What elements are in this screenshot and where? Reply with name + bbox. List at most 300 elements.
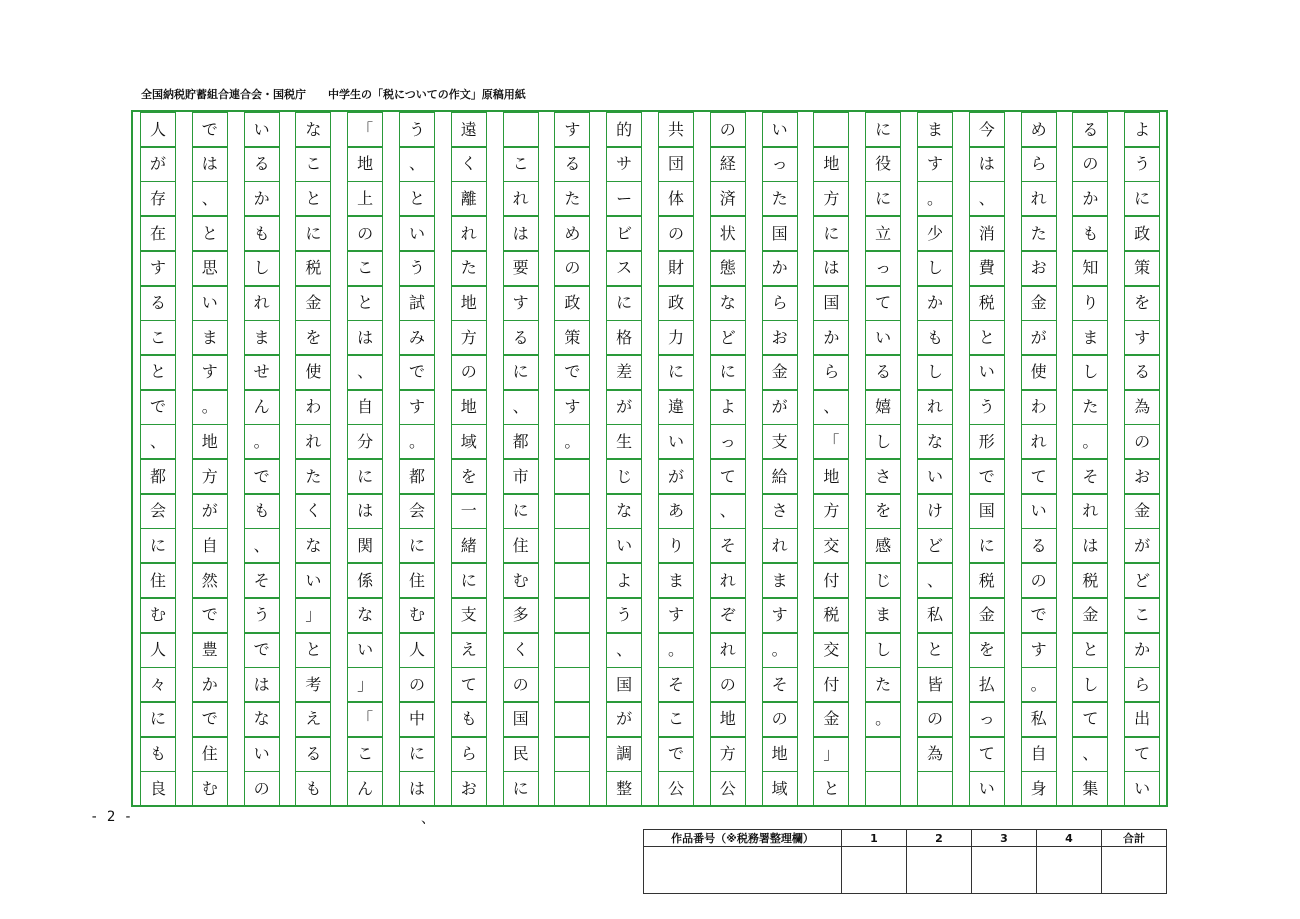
manuscript-cell: 。 (917, 181, 953, 216)
manuscript-cell: が (1124, 528, 1160, 563)
stray-mark: 、 (421, 811, 435, 827)
manuscript-cell: ま (192, 320, 228, 355)
tally-entry-1[interactable] (842, 847, 907, 894)
manuscript-cell: こ (658, 702, 694, 737)
manuscript-cell: か (1072, 181, 1108, 216)
manuscript-cell: う (969, 390, 1005, 425)
manuscript-cell: よ (710, 390, 746, 425)
manuscript-cell: が (192, 494, 228, 529)
manuscript-cell: 、 (399, 147, 435, 182)
manuscript-cell: は (244, 667, 280, 702)
manuscript-cell: も (140, 737, 176, 772)
manuscript-cell (554, 667, 590, 702)
manuscript-cell: も (1072, 216, 1108, 251)
manuscript-cell: わ (295, 390, 331, 425)
manuscript-cell: が (606, 702, 642, 737)
manuscript-cell: 、 (140, 424, 176, 459)
manuscript-cell: 済 (710, 181, 746, 216)
manuscript-cell: に (295, 216, 331, 251)
manuscript-cell: も (295, 771, 331, 806)
manuscript-cell: 自 (347, 390, 383, 425)
manuscript-cell: う (606, 598, 642, 633)
manuscript-cell: て (710, 459, 746, 494)
manuscript-cell: の (762, 702, 798, 737)
manuscript-cell: に (865, 112, 901, 147)
manuscript-cell: で (1021, 598, 1057, 633)
manuscript-cell: る (295, 737, 331, 772)
manuscript-cell: 思 (192, 251, 228, 286)
tally-col-total: 合計 (1102, 830, 1167, 847)
manuscript-cell: す (140, 251, 176, 286)
manuscript-cell: す (917, 147, 953, 182)
manuscript-cell: こ (295, 147, 331, 182)
manuscript-cell: に (606, 286, 642, 321)
manuscript-cell: て (865, 286, 901, 321)
manuscript-cell: ま (1072, 320, 1108, 355)
manuscript-cell: 方 (813, 181, 849, 216)
manuscript-cell: 交 (813, 633, 849, 668)
tally-entry-row (644, 847, 1167, 894)
manuscript-cell (554, 528, 590, 563)
manuscript-cell: め (554, 216, 590, 251)
manuscript-cell: に (813, 216, 849, 251)
manuscript-cell: 税 (969, 563, 1005, 598)
manuscript-cell: れ (762, 528, 798, 563)
manuscript-cell: 会 (140, 494, 176, 529)
manuscript-cell: は (1072, 528, 1108, 563)
manuscript-cell: 関 (347, 528, 383, 563)
manuscript-cell: の (710, 112, 746, 147)
manuscript-cell: 団 (658, 147, 694, 182)
manuscript-cell: 付 (813, 667, 849, 702)
manuscript-cell: 為 (1124, 390, 1160, 425)
manuscript-cell: を (865, 494, 901, 529)
tally-col-4: 4 (1037, 830, 1102, 847)
manuscript-cell: て (451, 667, 487, 702)
manuscript-cell: 市 (503, 459, 539, 494)
manuscript-cell: を (969, 633, 1005, 668)
manuscript-cell: 。 (865, 702, 901, 737)
manuscript-cell: で (658, 737, 694, 772)
manuscript-cell: 要 (503, 251, 539, 286)
manuscript-cell: 方 (451, 320, 487, 355)
manuscript-cell: 共 (658, 112, 694, 147)
manuscript-cell: 。 (192, 390, 228, 425)
manuscript-cell (554, 494, 590, 529)
manuscript-cell (554, 702, 590, 737)
manuscript-cell (813, 112, 849, 147)
manuscript-cell: は (399, 771, 435, 806)
manuscript-cell: ど (710, 320, 746, 355)
manuscript-cell: れ (1021, 424, 1057, 459)
manuscript-cell: む (503, 563, 539, 598)
manuscript-cell: 自 (1021, 737, 1057, 772)
manuscript-cell: そ (658, 667, 694, 702)
manuscript-cell: 住 (140, 563, 176, 598)
manuscript-cell: い (1124, 771, 1160, 806)
manuscript-cell: 形 (969, 424, 1005, 459)
tally-table (643, 829, 1167, 894)
manuscript-cell: の (399, 667, 435, 702)
manuscript-cell: お (762, 320, 798, 355)
manuscript-cell: し (917, 251, 953, 286)
manuscript-cell: こ (347, 737, 383, 772)
manuscript-cell: 支 (762, 424, 798, 459)
manuscript-cell: す (399, 390, 435, 425)
manuscript-cell: ら (1124, 667, 1160, 702)
manuscript-cell: 国 (762, 216, 798, 251)
manuscript-cell: 支 (451, 598, 487, 633)
manuscript-cell: 係 (347, 563, 383, 598)
manuscript-cell: れ (451, 216, 487, 251)
manuscript-cell: 国 (969, 494, 1005, 529)
manuscript-cell: 金 (1124, 494, 1160, 529)
manuscript-cell: に (658, 355, 694, 390)
manuscript-cell: こ (1124, 598, 1160, 633)
manuscript-cell: す (554, 390, 590, 425)
manuscript-cell: 、 (1072, 737, 1108, 772)
manuscript-cell: れ (503, 181, 539, 216)
manuscript-cell: よ (606, 563, 642, 598)
manuscript-cell: れ (244, 286, 280, 321)
manuscript-cell: そ (710, 528, 746, 563)
manuscript-cell: の (1072, 147, 1108, 182)
manuscript-cell: に (865, 181, 901, 216)
manuscript-cell: 人 (399, 633, 435, 668)
manuscript-cell: 都 (399, 459, 435, 494)
manuscript-cell: て (1072, 702, 1108, 737)
manuscript-cell: は (813, 251, 849, 286)
manuscript-cell: の (710, 667, 746, 702)
manuscript-cell: か (917, 286, 953, 321)
manuscript-cell: い (917, 459, 953, 494)
manuscript-cell: れ (710, 563, 746, 598)
manuscript-cell: が (606, 390, 642, 425)
header-form-title: 中学生の「税についての作文」原稿用紙 (328, 88, 526, 101)
manuscript-cell: 地 (762, 737, 798, 772)
manuscript-cell: い (192, 286, 228, 321)
manuscript-cell: 皆 (917, 667, 953, 702)
manuscript-cell: 格 (606, 320, 642, 355)
manuscript-cell: 。 (658, 633, 694, 668)
manuscript-cell: 。 (762, 633, 798, 668)
manuscript-cell: は (347, 320, 383, 355)
manuscript-cell: け (917, 494, 953, 529)
manuscript-cell: で (969, 459, 1005, 494)
manuscript-cell: 金 (1021, 286, 1057, 321)
manuscript-cell: 自 (192, 528, 228, 563)
manuscript-cell: い (762, 112, 798, 147)
manuscript-cell: が (1021, 320, 1057, 355)
manuscript-cell: ス (606, 251, 642, 286)
manuscript-cell: 」 (295, 598, 331, 633)
manuscript-grid (131, 110, 1168, 807)
manuscript-cell: お (451, 771, 487, 806)
manuscript-cell: え (295, 702, 331, 737)
manuscript-cell: 然 (192, 563, 228, 598)
manuscript-cell: っ (865, 251, 901, 286)
manuscript-cell: か (813, 320, 849, 355)
manuscript-cell: に (347, 459, 383, 494)
manuscript-cell: 的 (606, 112, 642, 147)
manuscript-cell: も (917, 320, 953, 355)
manuscript-cell: で (140, 390, 176, 425)
manuscript-cell: す (554, 112, 590, 147)
manuscript-cell: い (865, 320, 901, 355)
manuscript-cell: 交 (813, 528, 849, 563)
manuscript-cell: 差 (606, 355, 642, 390)
manuscript-cell: 態 (710, 251, 746, 286)
manuscript-cell: こ (347, 251, 383, 286)
manuscript-cell: 公 (710, 771, 746, 806)
manuscript-cell: 違 (658, 390, 694, 425)
tally-entry-label (644, 847, 842, 894)
manuscript-cell: め (1021, 112, 1057, 147)
manuscript-cell: ら (762, 286, 798, 321)
manuscript-cell: す (1021, 633, 1057, 668)
manuscript-cell: と (295, 633, 331, 668)
manuscript-cell: 。 (1021, 667, 1057, 702)
manuscript-cell: と (347, 286, 383, 321)
manuscript-cell: が (140, 147, 176, 182)
tally-header-row (644, 830, 1167, 847)
manuscript-cell: 緒 (451, 528, 487, 563)
manuscript-cell: は (192, 147, 228, 182)
manuscript-cell: し (244, 251, 280, 286)
manuscript-cell (865, 737, 901, 772)
manuscript-cell: 、 (710, 494, 746, 529)
manuscript-cell: む (399, 598, 435, 633)
manuscript-cell: と (192, 216, 228, 251)
manuscript-cell: う (1124, 147, 1160, 182)
manuscript-cell: い (1021, 494, 1057, 529)
manuscript-cell: 地 (813, 147, 849, 182)
manuscript-cell: の (244, 771, 280, 806)
manuscript-cell: し (1072, 355, 1108, 390)
manuscript-cell: 体 (658, 181, 694, 216)
manuscript-cell: の (347, 216, 383, 251)
manuscript-cell: と (969, 320, 1005, 355)
manuscript-cell: ぞ (710, 598, 746, 633)
manuscript-cell: 感 (865, 528, 901, 563)
manuscript-cell: か (1124, 633, 1160, 668)
manuscript-cell: っ (969, 702, 1005, 737)
manuscript-cell: 地 (710, 702, 746, 737)
manuscript-cell: ん (244, 390, 280, 425)
manuscript-cell: 、 (503, 390, 539, 425)
manuscript-cell: 人 (140, 633, 176, 668)
manuscript-cell: お (1124, 459, 1160, 494)
manuscript-cell: く (503, 633, 539, 668)
manuscript-cell: て (1021, 459, 1057, 494)
manuscript-cell: な (347, 598, 383, 633)
form-header (141, 86, 526, 102)
manuscript-cell: に (1124, 181, 1160, 216)
manuscript-cell: な (917, 424, 953, 459)
manuscript-cell: 金 (969, 598, 1005, 633)
manuscript-cell: に (503, 355, 539, 390)
manuscript-cell: に (710, 355, 746, 390)
manuscript-cell: れ (1072, 494, 1108, 529)
manuscript-cell: 国 (813, 286, 849, 321)
manuscript-cell: じ (606, 459, 642, 494)
manuscript-cell: た (554, 181, 590, 216)
manuscript-cell: い (399, 216, 435, 251)
manuscript-cell: 域 (451, 424, 487, 459)
manuscript-cell: 」 (813, 737, 849, 772)
manuscript-cell: す (658, 598, 694, 633)
manuscript-cell: に (969, 528, 1005, 563)
manuscript-cell: 、 (244, 528, 280, 563)
manuscript-cell (917, 771, 953, 806)
manuscript-cell: 。 (554, 424, 590, 459)
manuscript-cell: る (1072, 112, 1108, 147)
manuscript-cell: 状 (710, 216, 746, 251)
manuscript-cell: 住 (192, 737, 228, 772)
manuscript-cell: に (503, 494, 539, 529)
manuscript-cell: 金 (813, 702, 849, 737)
manuscript-cell: で (192, 112, 228, 147)
manuscript-cell: と (813, 771, 849, 806)
manuscript-cell: 身 (1021, 771, 1057, 806)
manuscript-cell: 付 (813, 563, 849, 598)
tally-entry-4[interactable] (1037, 847, 1102, 894)
manuscript-cell (865, 771, 901, 806)
manuscript-cell: 。 (244, 424, 280, 459)
manuscript-cell: も (244, 216, 280, 251)
manuscript-cell: ビ (606, 216, 642, 251)
manuscript-cell: 国 (606, 667, 642, 702)
manuscript-cell: た (1021, 216, 1057, 251)
manuscript-cell: し (865, 424, 901, 459)
manuscript-cell: と (1072, 633, 1108, 668)
manuscript-cell: し (917, 355, 953, 390)
manuscript-cell: ど (1124, 563, 1160, 598)
manuscript-cell: も (244, 494, 280, 529)
manuscript-cell: る (1021, 528, 1057, 563)
manuscript-cell: た (1072, 390, 1108, 425)
manuscript-cell: て (1124, 737, 1160, 772)
manuscript-cell: 在 (140, 216, 176, 251)
tally-label: 作品番号（※税務署整理欄） (644, 830, 842, 847)
manuscript-cell: 域 (762, 771, 798, 806)
manuscript-cell: で (244, 633, 280, 668)
manuscript-cell: な (295, 528, 331, 563)
manuscript-cell: た (451, 251, 487, 286)
manuscript-cell: そ (244, 563, 280, 598)
manuscript-cell: 」 (347, 667, 383, 702)
manuscript-cell: 生 (606, 424, 642, 459)
manuscript-cell: ん (347, 771, 383, 806)
manuscript-cell (554, 598, 590, 633)
manuscript-cell: 住 (503, 528, 539, 563)
manuscript-cell: で (399, 355, 435, 390)
manuscript-cell: 都 (140, 459, 176, 494)
manuscript-cell: 払 (969, 667, 1005, 702)
manuscript-cell: る (503, 320, 539, 355)
tally-col-3: 3 (972, 830, 1037, 847)
manuscript-cell: 使 (295, 355, 331, 390)
manuscript-cell: 調 (606, 737, 642, 772)
manuscript-cell: れ (1021, 181, 1057, 216)
manuscript-cell: り (1072, 286, 1108, 321)
manuscript-cell: で (192, 702, 228, 737)
manuscript-cell: の (658, 216, 694, 251)
manuscript-cell (554, 563, 590, 598)
manuscript-cell: い (244, 737, 280, 772)
manuscript-cell: ま (762, 563, 798, 598)
manuscript-cell: み (399, 320, 435, 355)
tally-entry-3[interactable] (972, 847, 1037, 894)
manuscript-cell: い (244, 112, 280, 147)
manuscript-cell: 上 (347, 181, 383, 216)
manuscript-cell: 政 (554, 286, 590, 321)
manuscript-cell: 知 (1072, 251, 1108, 286)
manuscript-cell: す (192, 355, 228, 390)
manuscript-cell: ま (917, 112, 953, 147)
manuscript-cell: に (451, 563, 487, 598)
manuscript-cell: の (1124, 424, 1160, 459)
manuscript-cell: 地 (451, 390, 487, 425)
manuscript-cell: が (658, 459, 694, 494)
manuscript-cell: く (451, 147, 487, 182)
manuscript-cell: む (192, 771, 228, 806)
manuscript-cell: よ (1124, 112, 1160, 147)
manuscript-cell: 私 (1021, 702, 1057, 737)
manuscript-cell: う (244, 598, 280, 633)
manuscript-cell: る (1124, 355, 1160, 390)
manuscript-cell: 離 (451, 181, 487, 216)
manuscript-cell: こ (140, 320, 176, 355)
manuscript-cell: む (140, 598, 176, 633)
manuscript-cell: そ (762, 667, 798, 702)
manuscript-cell (554, 459, 590, 494)
tally-entry-total[interactable] (1102, 847, 1167, 894)
manuscript-cell: 出 (1124, 702, 1160, 737)
manuscript-cell: も (451, 702, 487, 737)
manuscript-cell: か (192, 667, 228, 702)
manuscript-cell: と (140, 355, 176, 390)
manuscript-cell: で (192, 598, 228, 633)
manuscript-cell: 、 (606, 633, 642, 668)
manuscript-cell: 金 (295, 286, 331, 321)
manuscript-cell: の (503, 667, 539, 702)
manuscript-cell: さ (762, 494, 798, 529)
manuscript-cell: い (295, 563, 331, 598)
tally-entry-2[interactable] (907, 847, 972, 894)
manuscript-cell (503, 112, 539, 147)
manuscript-cell: な (244, 702, 280, 737)
manuscript-cell: か (244, 181, 280, 216)
manuscript-cell: 試 (399, 286, 435, 321)
manuscript-cell: さ (865, 459, 901, 494)
manuscript-cell: の (1021, 563, 1057, 598)
manuscript-cell: っ (762, 147, 798, 182)
manuscript-cell: し (865, 633, 901, 668)
manuscript-cell: 力 (658, 320, 694, 355)
manuscript-cell: 税 (1072, 563, 1108, 598)
manuscript-cell: 地 (192, 424, 228, 459)
manuscript-cell: こ (503, 147, 539, 182)
manuscript-cell: 地 (813, 459, 849, 494)
manuscript-cell: と (399, 181, 435, 216)
manuscript-cell: な (606, 494, 642, 529)
manuscript-cell: が (762, 390, 798, 425)
manuscript-cell: に (140, 702, 176, 737)
manuscript-cell: ら (1021, 147, 1057, 182)
manuscript-cell: じ (865, 563, 901, 598)
manuscript-cell: 。 (399, 424, 435, 459)
